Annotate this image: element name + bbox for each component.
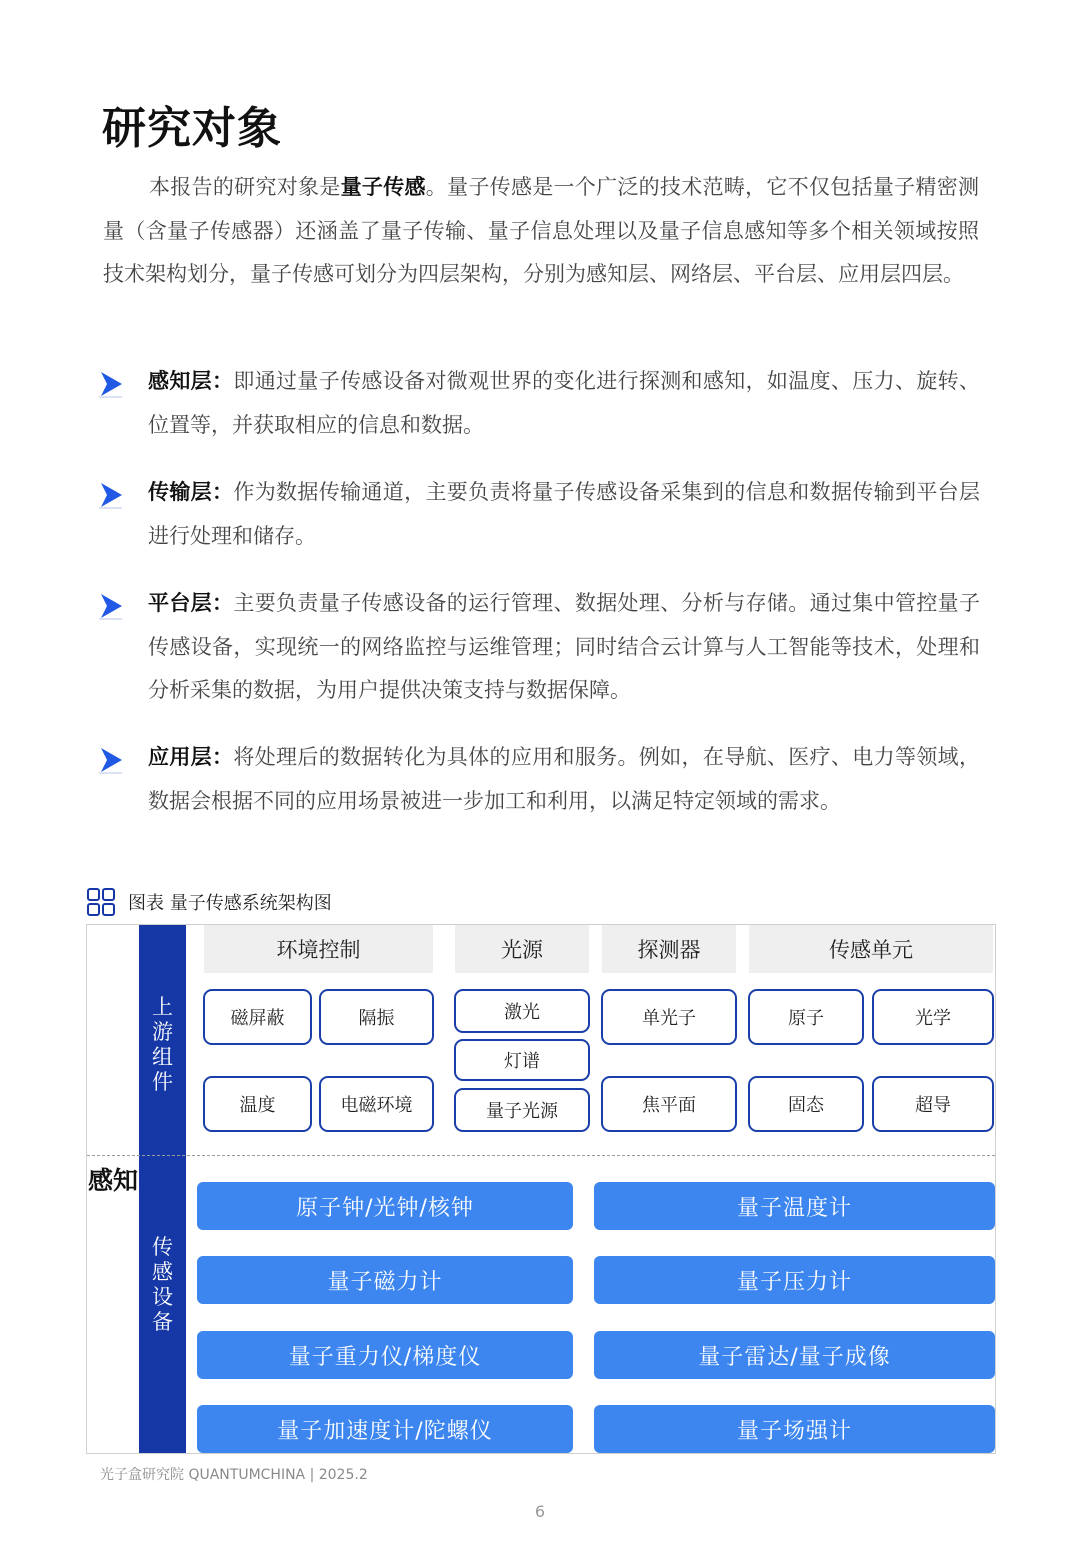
section-divider <box>87 1155 995 1156</box>
arrow-bullet-icon <box>98 481 124 509</box>
component-box: 电磁环境 <box>319 1076 434 1132</box>
source-note: 光子盒研究院 QUANTUMCHINA | 2025.2 <box>100 1467 368 1483</box>
page-number: 6 <box>534 1502 546 1521</box>
layer-text: 即通过量子传感设备对微观世界的变化进行探测和感知，如温度、压力、旋转、位置等，并获取相应的信息和数据。 <box>148 369 981 437</box>
arrow-bullet-icon <box>98 746 124 774</box>
figure-caption <box>86 886 332 918</box>
intro-paragraph <box>103 166 979 297</box>
device-box: 量子温度计 <box>594 1182 995 1230</box>
category-detector: 探测器 <box>602 925 736 973</box>
layer-item-platform <box>98 582 980 713</box>
component-box: 隔振 <box>319 989 434 1045</box>
component-box: 焦平面 <box>601 1076 737 1132</box>
component-box: 灯谱 <box>454 1039 590 1081</box>
component-box: 原子 <box>748 989 864 1045</box>
intro-rest: 。量子传感是一个广泛的技术范畴，它不仅包括量子精密测量（含量子传感器）还涵盖了量子传输、量子信息处理以及量子信息感知等多个相关领域按照技术架构划分，量子传感可划分为四层架构，分别为感知层、网络层、平台层、应用层四层。 <box>103 175 980 286</box>
device-box: 原子钟/光钟/核钟 <box>197 1182 573 1230</box>
category-env-control: 环境控制 <box>204 925 433 973</box>
component-box: 激光 <box>454 989 590 1033</box>
upstream-label: 上游组件 <box>152 995 173 1094</box>
device-box: 量子磁力计 <box>197 1256 573 1304</box>
arrow-bullet-icon <box>98 592 124 620</box>
layer-label: 平台层： <box>148 591 234 615</box>
device-box: 量子加速度计/陀螺仪 <box>197 1405 573 1453</box>
grid-apps-icon <box>86 887 116 917</box>
layer-item-transmission <box>98 471 980 558</box>
device-box: 量子压力计 <box>594 1256 995 1304</box>
layer-label: 感知层： <box>148 369 234 393</box>
layer-text: 主要负责量子传感设备的运行管理、数据处理、分析与存储。通过集中管控量子传感设备，实现统一的网络监控与运维管理；同时结合云计算与人工智能等技术，处理和分析采集的数据，为用户提供决策支持与数据保障。 <box>148 591 981 702</box>
intro-highlight: 量子传感 <box>340 175 426 199</box>
architecture-diagram <box>86 924 996 1454</box>
page-title: 研究对象 <box>102 103 282 154</box>
component-box: 单光子 <box>601 989 737 1045</box>
component-box: 超导 <box>872 1076 994 1132</box>
layer-text: 作为数据传输通道，主要负责将量子传感设备采集到的信息和数据传输到平台层进行处理和储存。 <box>148 480 981 548</box>
layer-label: 应用层： <box>148 745 234 769</box>
component-box: 磁屏蔽 <box>203 989 312 1045</box>
device-box: 量子雷达/量子成像 <box>594 1331 995 1379</box>
category-light-source: 光源 <box>455 925 589 973</box>
device-box: 量子重力仪/梯度仪 <box>197 1331 573 1379</box>
device-box: 量子场强计 <box>594 1405 995 1453</box>
component-box: 光学 <box>872 989 994 1045</box>
devices-label: 传感设备 <box>152 1235 173 1334</box>
figure-caption-text: 图表 量子传感系统架构图 <box>128 893 332 914</box>
component-box: 量子光源 <box>454 1088 590 1132</box>
layer-item-application <box>98 736 980 823</box>
layer-item-perception <box>98 360 980 447</box>
intro-prefix: 本报告的研究对象是 <box>149 175 341 199</box>
arrow-bullet-icon <box>98 370 124 398</box>
side-main-label: 感知 <box>87 1166 138 1195</box>
layer-label: 传输层： <box>148 480 234 504</box>
category-sensing-unit: 传感单元 <box>749 925 993 973</box>
component-box: 固态 <box>748 1076 864 1132</box>
layer-text: 将处理后的数据转化为具体的应用和服务。例如，在导航、医疗、电力等领域，数据会根据不同的应用场景被进一步加工和利用，以满足特定领域的需求。 <box>148 745 981 813</box>
component-box: 温度 <box>203 1076 312 1132</box>
